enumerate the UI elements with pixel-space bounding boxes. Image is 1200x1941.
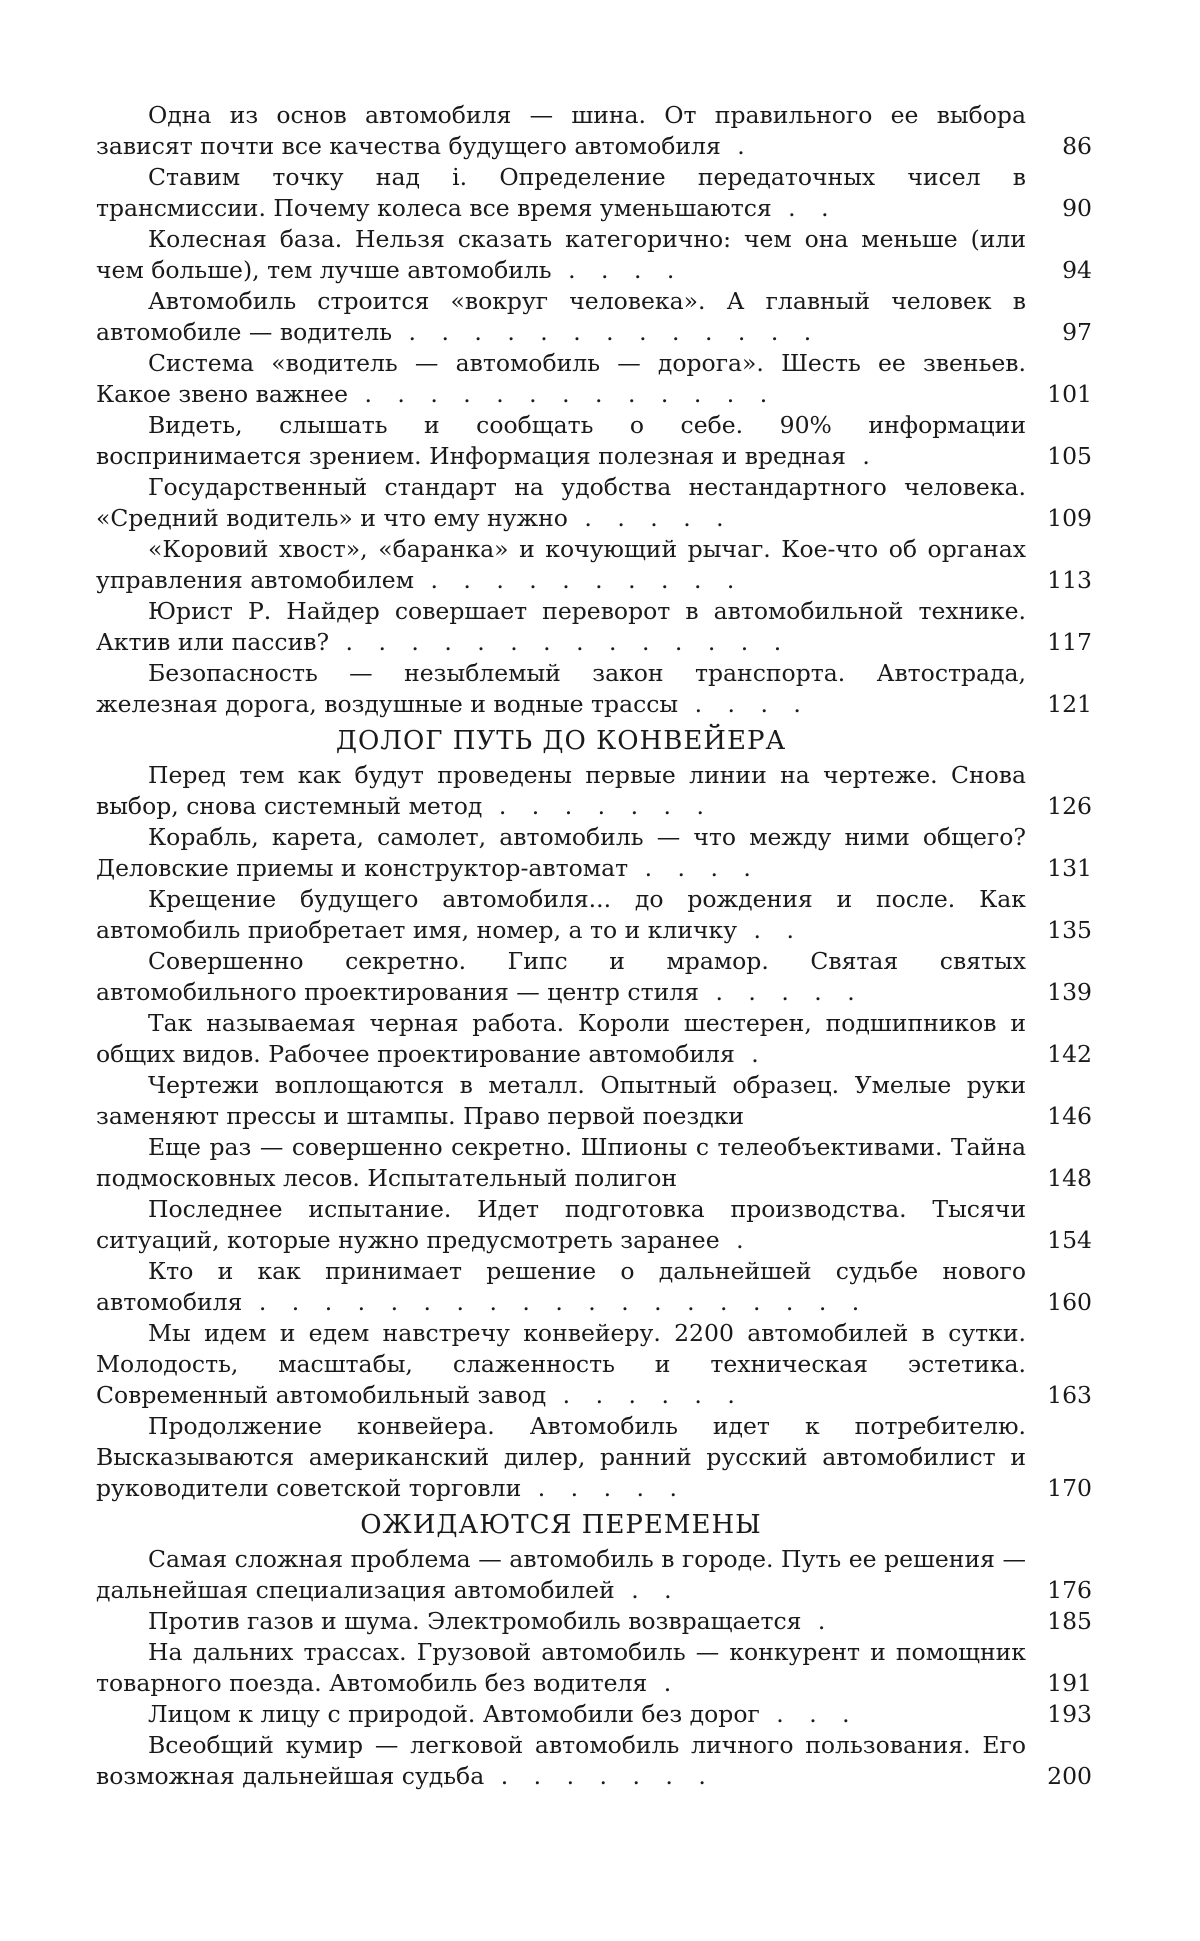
toc-page-number: 154 <box>1032 1225 1092 1256</box>
toc-entry <box>96 1318 1096 1411</box>
table-of-contents <box>96 100 1096 1792</box>
toc-entry <box>96 1070 1096 1132</box>
toc-entry-title: Чертежи воплощаются в металл. Опытный образец. Умелые руки заменяют прессы и штампы. Право первой поездки <box>96 1071 1026 1130</box>
dot-leader: . . . . . . . <box>482 792 713 820</box>
toc-entry-title: Система «водитель — автомобиль — дорога». Шесть ее звеньев. Какое звено важнее <box>96 349 1026 408</box>
toc-entry-title: Безопасность — незыблемый закон транспорта. Автострада, железная дорога, воздушные и водные трассы <box>96 659 1026 718</box>
toc-entry-title: Совершенно секретно. Гипс и мрамор. Святая святых автомобильного проектирования — центр стиля <box>96 947 1026 1006</box>
dot-leader: . <box>735 1040 768 1068</box>
toc-entry <box>96 472 1096 534</box>
toc-entry-title: Продолжение конвейера. Автомобиль идет к потребителю. Высказываются американский дилер, ранний русский автомобилист и руководители советской торговли <box>96 1412 1026 1502</box>
toc-entry-title: На дальних трассах. Грузовой автомобиль — конкурент и помощник товарного поезда. Автомобиль без водителя <box>96 1638 1026 1697</box>
toc-entry-title: Еще раз — совершенно секретно. Шпионы с телеобъективами. Тайна подмосковных лесов. Испытательный полигон <box>96 1133 1026 1192</box>
dot-leader: . . . . <box>552 256 684 284</box>
toc-entry <box>96 100 1096 162</box>
toc-entry <box>96 884 1096 946</box>
toc-page-number: 97 <box>1032 317 1092 348</box>
toc-entry-title: Ставим точку над i. Определение передаточных чисел в трансмиссии. Почему колеса все время уменьшаются <box>96 163 1026 222</box>
toc-entry <box>96 224 1096 286</box>
dot-leader: . . . . . . . . . . . . . . <box>329 628 790 656</box>
toc-page-number: 176 <box>1032 1575 1092 1606</box>
toc-entry <box>96 946 1096 1008</box>
toc-entry-title: Колесная база. Нельзя сказать категорично: чем она меньше (или чем больше), тем лучше автомобиль <box>96 225 1026 284</box>
dot-leader: . <box>720 1226 753 1254</box>
toc-page-number: 117 <box>1032 627 1092 658</box>
toc-entry-title: Самая сложная проблема — автомобиль в городе. Путь ее решения — дальнейшая специализация автомобилей <box>96 1545 1026 1604</box>
toc-page-number: 160 <box>1032 1287 1092 1318</box>
toc-entry-title: Лицом к лицу с природой. Автомобили без дорог <box>148 1700 760 1728</box>
document-page <box>0 0 1200 1941</box>
toc-entry <box>96 760 1096 822</box>
toc-entry-title: Против газов и шума. Электромобиль возвращается <box>148 1607 801 1635</box>
toc-page-number: 200 <box>1032 1761 1092 1792</box>
dot-leader: . . . . . . <box>546 1381 744 1409</box>
toc-entry <box>96 1606 1096 1637</box>
toc-entry <box>96 1411 1096 1504</box>
toc-entry-title: Государственный стандарт на удобства нестандартного человека. «Средний водитель» и что ему нужно <box>96 473 1026 532</box>
toc-entry-title: Автомобиль строится «вокруг человека». А главный человек в автомобиле — водитель <box>96 287 1026 346</box>
toc-entry <box>96 1256 1096 1318</box>
toc-entry-title: Так называемая черная работа. Короли шестерен, подшипников и общих видов. Рабочее проектирование автомобиля <box>96 1009 1026 1068</box>
toc-entry <box>96 534 1096 596</box>
dot-leader: . . . . . <box>699 978 864 1006</box>
toc-entry <box>96 596 1096 658</box>
dot-leader: . . . . . <box>568 504 733 532</box>
toc-entry-title: Всеобщий кумир — легковой автомобиль личного пользования. Его возможная дальнейшая судьба <box>96 1731 1026 1790</box>
toc-entry-title: Мы идем и едем навстречу конвейеру. 2200 автомобилей в сутки. Молодость, масштабы, слаженность и техническая эстетика. Современный автомобильный завод <box>96 1319 1026 1409</box>
toc-entry <box>96 348 1096 410</box>
dot-leader: . <box>721 132 754 160</box>
toc-page-number: 191 <box>1032 1668 1092 1699</box>
toc-page-number: 139 <box>1032 977 1092 1008</box>
toc-page-number: 148 <box>1032 1163 1092 1194</box>
dot-leader: . <box>647 1669 680 1697</box>
toc-page-number: 170 <box>1032 1473 1092 1504</box>
dot-leader: . . . . <box>678 690 810 718</box>
dot-leader: . . <box>615 1576 681 1604</box>
toc-entry <box>96 1699 1096 1730</box>
dot-leader: . . . . . . . . . . . . . <box>348 380 776 408</box>
toc-entry <box>96 1008 1096 1070</box>
toc-page-number: 135 <box>1032 915 1092 946</box>
toc-page-number: 105 <box>1032 441 1092 472</box>
toc-entry-title: Юрист Р. Найдер совершает переворот в автомобильной технике. Актив или пассив? <box>96 597 1026 656</box>
toc-entry-title: Перед тем как будут проведены первые линии на чертеже. Снова выбор, снова системный метод <box>96 761 1026 820</box>
toc-entry-title: Крещение будущего автомобиля... до рождения и после. Как автомобиль приобретает имя, номер, а то и кличку <box>96 885 1026 944</box>
toc-entry <box>96 1730 1096 1792</box>
section-heading: ОЖИДАЮТСЯ ПЕРЕМЕНЫ <box>96 1508 1096 1542</box>
toc-entry <box>96 1544 1096 1606</box>
dot-leader: . . . . <box>628 854 760 882</box>
toc-entry-title: Последнее испытание. Идет подготовка производства. Тысячи ситуаций, которые нужно предусмотреть заранее <box>96 1195 1026 1254</box>
toc-page-number: 185 <box>1032 1606 1092 1637</box>
toc-page-number: 193 <box>1032 1699 1092 1730</box>
toc-page-number: 109 <box>1032 503 1092 534</box>
toc-page-number: 126 <box>1032 791 1092 822</box>
dot-leader: . . <box>772 194 838 222</box>
toc-entry-title: Одна из основ автомобиля — шина. От правильного ее выбора зависят почти все качества будущего автомобиля <box>96 101 1026 160</box>
toc-page-number: 94 <box>1032 255 1092 286</box>
toc-entry-title: «Коровий хвост», «баранка» и кочующий рычаг. Кое-что об органах управления автомобилем <box>96 535 1026 594</box>
toc-entry <box>96 1637 1096 1699</box>
dot-leader: . . . . . . . . . . . . . . . . . . . <box>242 1288 868 1316</box>
toc-entry-title: Видеть, слышать и сообщать о себе. 90% информации воспринимается зрением. Информация полезная и вредная <box>96 411 1026 470</box>
toc-page-number: 86 <box>1032 131 1092 162</box>
toc-page-number: 163 <box>1032 1380 1092 1411</box>
dot-leader: . . . . . . . <box>484 1762 715 1790</box>
toc-entry <box>96 162 1096 224</box>
toc-entry <box>96 286 1096 348</box>
toc-entry <box>96 658 1096 720</box>
dot-leader: . <box>801 1607 834 1635</box>
toc-entry-title: Кто и как принимает решение о дальнейшей судьбе нового автомобиля <box>96 1257 1026 1316</box>
section-heading: ДОЛОГ ПУТЬ ДО КОНВЕЙЕРА <box>96 724 1096 758</box>
toc-page-number: 113 <box>1032 565 1092 596</box>
toc-page-number: 142 <box>1032 1039 1092 1070</box>
dot-leader: . . . <box>760 1700 859 1728</box>
dot-leader: . <box>846 442 879 470</box>
toc-page-number: 121 <box>1032 689 1092 720</box>
toc-entry-title: Корабль, карета, самолет, автомобиль — что между ними общего? Деловские приемы и конструктор-автомат <box>96 823 1026 882</box>
toc-page-number: 101 <box>1032 379 1092 410</box>
toc-entry <box>96 1194 1096 1256</box>
dot-leader: . . <box>737 916 803 944</box>
dot-leader: . . . . . . . . . . <box>414 566 743 594</box>
toc-page-number: 131 <box>1032 853 1092 884</box>
toc-entry <box>96 822 1096 884</box>
toc-page-number: 146 <box>1032 1101 1092 1132</box>
toc-entry <box>96 1132 1096 1194</box>
dot-leader: . . . . . . . . . . . . . <box>392 318 820 346</box>
toc-page-number: 90 <box>1032 193 1092 224</box>
dot-leader: . . . . . <box>521 1474 686 1502</box>
toc-entry <box>96 410 1096 472</box>
